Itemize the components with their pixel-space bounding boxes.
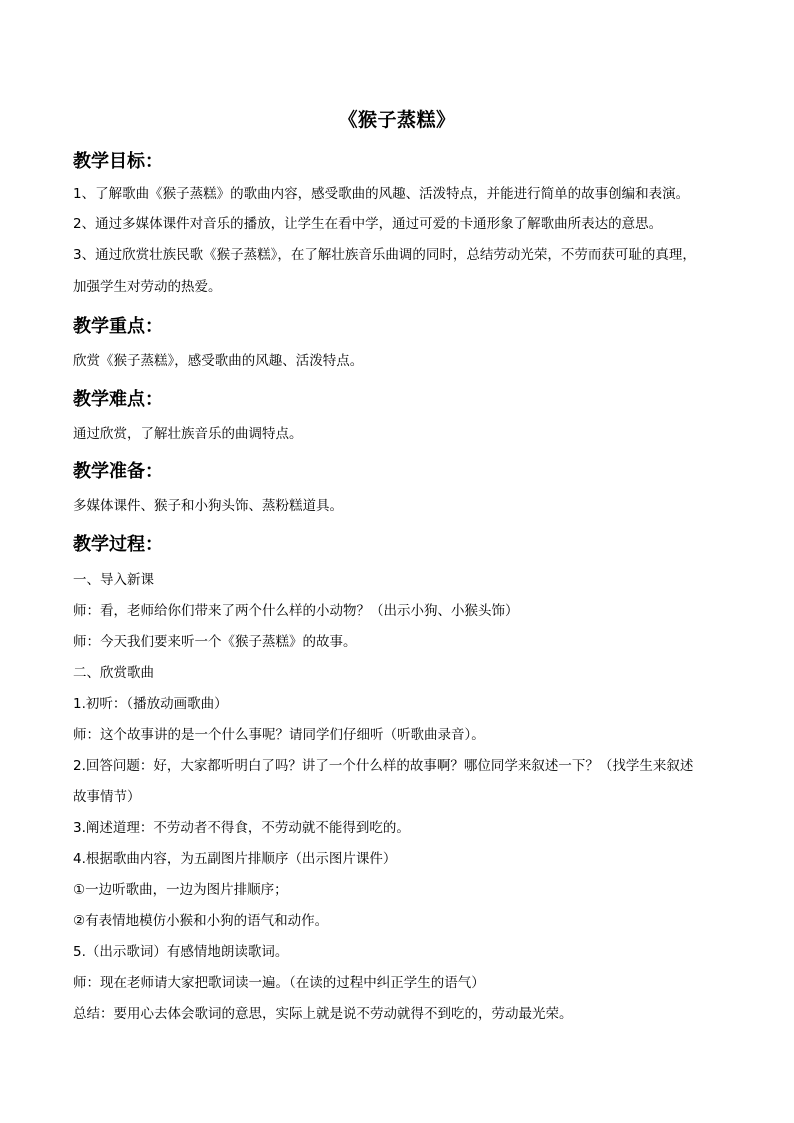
goals-list [73, 184, 723, 297]
section-key-points [73, 315, 723, 339]
goal-item: 1、了解歌曲《猴子蒸糕》的歌曲内容，感受歌曲的风趣、活泼特点，并能进行简单的故事创编和表演。 [73, 186, 690, 202]
goal-item: 2、通过多媒体课件对音乐的播放，让学生在看中学，通过可爱的卡通形象了解歌曲所表达的意思。 [73, 216, 663, 232]
process-line: 1.初听：（播放动画歌曲） [73, 696, 228, 712]
paragraph: 多媒体课件、猴子和小狗头饰、蒸粉糕道具。 [73, 498, 343, 514]
process-line: 师：这个故事讲的是一个什么事呢？请同学们仔细听（听歌曲录音）。 [73, 727, 485, 743]
process-line: 师：看，老师给你们带来了两个什么样的小动物？（出示小狗、小猴头饰） [73, 603, 519, 619]
paragraph: 欣赏《猴子蒸糕》，感受歌曲的风趣、活泼特点。 [73, 353, 364, 369]
section-heading: 教学目标： [73, 151, 163, 172]
difficulties-text [73, 424, 723, 444]
process-line: 一、导入新课 [73, 572, 154, 588]
process-line: 5.（出示歌词）有感情地朗读歌词。 [73, 944, 289, 960]
process-line: ①一边听歌曲，一边为图片排顺序； [73, 882, 288, 898]
section-preparation [73, 460, 723, 484]
process-line: 2.回答问题：好，大家都听明白了吗？讲了一个什么样的故事啊？哪位同学来叙述一下？（找学生来叙述 [73, 758, 694, 774]
process-line: ②有表情地模仿小猴和小狗的语气和动作。 [73, 913, 329, 929]
section-process [73, 533, 723, 557]
section-heading: 教学重点： [73, 316, 163, 337]
section-difficulties [73, 388, 723, 412]
process-line: 3.阐述道理：不劳动者不得食，不劳动就不能得到吃的。 [73, 820, 410, 836]
process-lines [73, 570, 723, 1035]
goal-item: 3、通过欣赏壮族民歌《猴子蒸糕》，在了解壮族音乐曲调的同时，总结劳动光荣，不劳而获可耻的真理， [73, 247, 696, 263]
section-heading: 教学准备： [73, 461, 163, 482]
process-line: 师：现在老师请大家把歌词读一遍。（在读的过程中纠正学生的语气） [73, 975, 485, 991]
process-line: 师：今天我们要来听一个《猴子蒸糕》的故事。 [73, 634, 357, 650]
process-line: 二、欣赏歌曲 [73, 665, 154, 681]
section-goals [73, 150, 723, 174]
goal-item: 加强学生对劳动的热爱。 [73, 279, 222, 295]
paragraph: 通过欣赏，了解壮族音乐的曲调特点。 [73, 426, 303, 442]
section-heading: 教学过程： [73, 534, 163, 555]
preparation-text [73, 496, 723, 516]
document-title: 《猴子蒸糕》 [338, 109, 456, 131]
process-line: 总结：要用心去体会歌词的意思，实际上就是说不劳动就得不到吃的，劳动最光荣。 [73, 1006, 573, 1022]
section-heading: 教学难点： [73, 389, 163, 410]
key-points-text [73, 351, 723, 371]
process-line: 4.根据歌曲内容，为五副图片排顺序（出示图片课件） [73, 851, 397, 867]
process-line: 故事情节） [73, 789, 141, 805]
